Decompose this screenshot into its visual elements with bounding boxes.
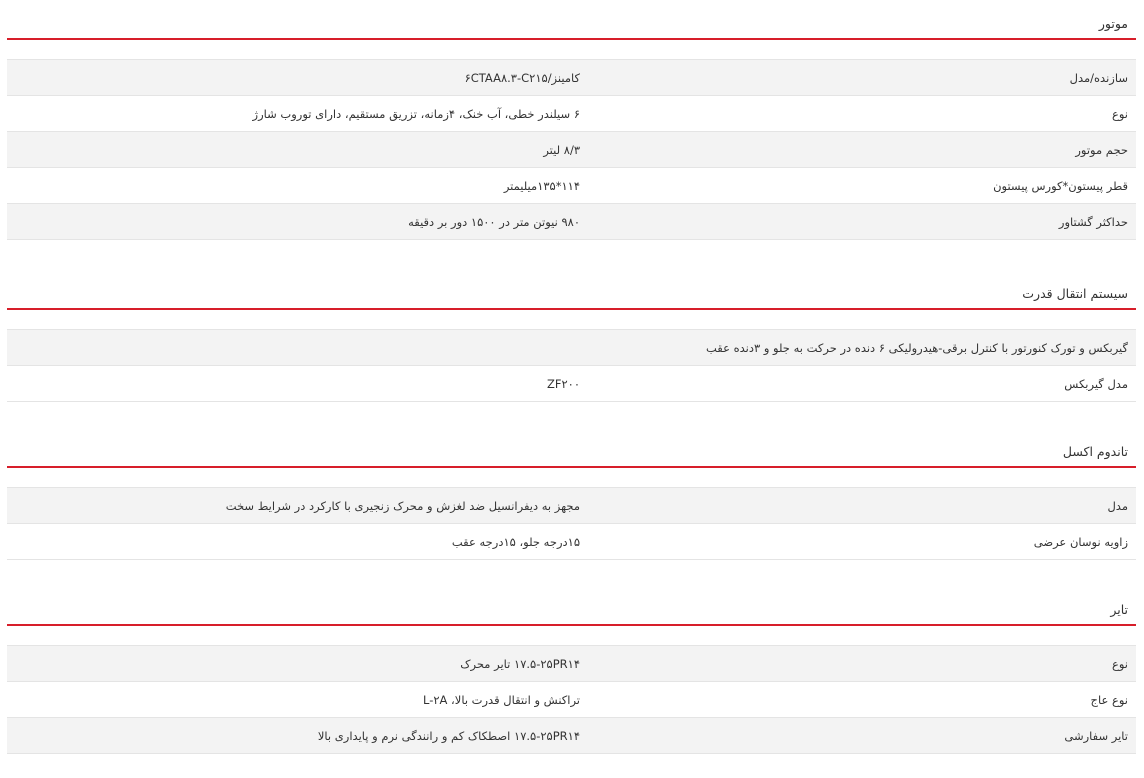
- spec-label: نوع: [1111, 106, 1128, 121]
- section-divider: [7, 308, 1136, 310]
- section-title: موتور: [1098, 16, 1128, 31]
- section-title: تاندوم اکسل: [1062, 444, 1128, 459]
- section-tandem-axle: [7, 438, 1136, 560]
- spec-value: ۱۷.۵-۲۵PR۱۴ تایر محرک: [460, 656, 580, 671]
- spec-label: مدل: [1107, 498, 1128, 513]
- spec-value: ۱۱۴*۱۳۵میلیمتر: [503, 178, 580, 193]
- spec-label: تایر سفارشی: [1064, 728, 1128, 743]
- section-title: تایر: [1110, 602, 1128, 617]
- spec-value: تراکنش و انتقال قدرت بالا، L-۲A: [422, 692, 580, 707]
- spec-label: حداکثر گشتاور: [1058, 214, 1128, 229]
- spec-table: [7, 59, 1136, 240]
- table-row: [7, 330, 1136, 366]
- spec-table: [7, 645, 1136, 754]
- spec-value: ۱۵درجه جلو، ۱۵درجه عقب: [451, 534, 580, 549]
- spec-value: کامینز/۶CTAA۸.۳-C۲۱۵: [464, 70, 580, 85]
- spec-value: مجهز به دیفرانسیل ضد لغزش و محرک زنجیری با کارکرد در شرایط سخت: [225, 498, 580, 513]
- spec-value: ZF۲۰۰: [546, 376, 580, 391]
- spec-value: ۹۸۰ نیوتن متر در ۱۵۰۰ دور بر دقیقه: [408, 214, 580, 229]
- section-divider: [7, 38, 1136, 40]
- spec-label: سازنده/مدل: [1069, 70, 1128, 85]
- table-row: [7, 60, 1136, 96]
- spec-value: ۶ سیلندر خطی، آب خنک، ۴زمانه، تزریق مستقیم، دارای توروب شارژ: [252, 106, 580, 121]
- section-tire: [7, 596, 1136, 754]
- spec-label: نوع عاج: [1090, 692, 1128, 707]
- section-title: سیستم انتقال قدرت: [1022, 286, 1128, 301]
- spec-label: حجم موتور: [1075, 142, 1128, 157]
- spec-value: ۱۷.۵-۲۵PR۱۴ اصطکاک کم و رانندگی نرم و پایداری بالا: [317, 728, 580, 743]
- spec-description: گیربکس و تورک کنورتور با کنترل برقی-هیدرولیکی ۶ دنده در حرکت به جلو و ۳دنده عقب: [705, 340, 1128, 355]
- spec-label: زاویه نوسان عرضی: [1033, 534, 1128, 549]
- table-row: [7, 488, 1136, 524]
- table-row: [7, 366, 1136, 402]
- table-row: [7, 646, 1136, 682]
- section-engine: [7, 10, 1136, 240]
- section-transmission: [7, 280, 1136, 402]
- table-row: [7, 96, 1136, 132]
- spec-table: [7, 487, 1136, 560]
- table-row: [7, 718, 1136, 754]
- spec-label: مدل گیربکس: [1064, 376, 1128, 391]
- table-row: [7, 204, 1136, 240]
- section-divider: [7, 466, 1136, 468]
- section-divider: [7, 624, 1136, 626]
- table-row: [7, 524, 1136, 560]
- spec-table: [7, 329, 1136, 402]
- table-row: [7, 132, 1136, 168]
- table-row: [7, 168, 1136, 204]
- spec-label: قطر پیستون*کورس پیستون: [993, 178, 1128, 193]
- spec-value: ۸/۳ لیتر: [543, 142, 580, 157]
- table-row: [7, 682, 1136, 718]
- spec-label: نوع: [1111, 656, 1128, 671]
